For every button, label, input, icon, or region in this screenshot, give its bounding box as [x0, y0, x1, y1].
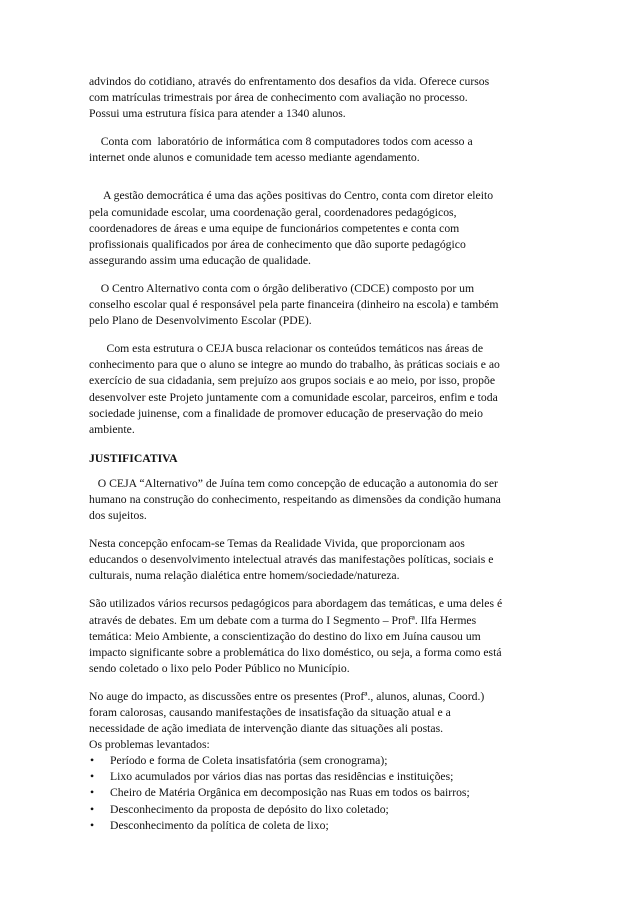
paragraph-impact-discussion: [89, 689, 550, 753]
text-line: temática: Meio Ambiente, a conscientização do destino do lixo em Juína causou um: [89, 629, 481, 643]
bullet-icon: •: [90, 786, 95, 800]
problems-list: [89, 753, 550, 833]
text-line: sociedade juinense, com a finalidade de promover educação de preservação do meio: [89, 406, 483, 420]
text-line: A gestão democrática é uma das ações positivas do Centro, conta com diretor eleito: [89, 189, 494, 203]
text-line: educandos o desenvolvimento intelectual através das manifestações políticas, sociais e: [89, 553, 494, 567]
bullet-icon: •: [90, 754, 95, 768]
text-line: coordenadores de áreas e uma equipe de funcionários competentes e conta com: [89, 221, 460, 235]
paragraph-ceja-structure: [89, 341, 550, 438]
paragraph-computer-lab: [89, 134, 550, 166]
text-line: através de debates. Em um debate com a turma do I Segmento – Profª. Ilfa Hermes: [89, 613, 477, 627]
text-line: Os problemas levantados:: [89, 738, 210, 752]
text-line: pelo Plano de Desenvolvimento Escolar (PDE).: [89, 314, 312, 328]
text-line: necessidade de ação imediata de intervenção diante das situações ali postas.: [89, 722, 444, 736]
text-line: Com esta estrutura o CEJA busca relacionar os conteúdos temáticos nas áreas de: [89, 342, 484, 356]
paragraph-democratic-management: [89, 188, 550, 268]
text-line: humano na construção do conhecimento, respeitando as dimensões da condição humana: [89, 492, 501, 506]
bullet-icon: •: [90, 802, 95, 816]
text-line: foram calorosas, causando manifestações de insatisfação da situação atual e a: [89, 706, 451, 719]
text-line: conselho escolar qual é responsável pela parte financeira (dinheiro na escola) e também: [89, 298, 499, 312]
text-line: dos sujeitos.: [89, 509, 147, 523]
list-item-text: Desconhecimento da política de coleta de lixo;: [110, 818, 329, 832]
paragraph-lived-reality-themes: [89, 536, 550, 584]
text-line: Conta com laboratório de informática com 8 computadores todos com acesso a: [89, 135, 473, 149]
text-line: assegurando assim uma educação de qualidade.: [89, 253, 311, 267]
text-line: com matrículas trimestrais por área de conhecimento com avaliação no processo.: [89, 91, 468, 105]
text-line: impacto significante sobre a problemática do lixo doméstico, ou seja, a forma como está: [89, 645, 502, 659]
text-line: sendo coletado o lixo pelo Poder Público no Município.: [89, 661, 350, 675]
text-line: O Centro Alternativo conta com o órgão deliberativo (CDCE) composto por um: [89, 281, 475, 295]
bullet-icon: •: [90, 818, 95, 832]
text-line: São utilizados vários recursos pedagógicos para abordagem das temáticas, e uma deles é: [89, 597, 503, 611]
paragraph-course-offering: [89, 74, 550, 122]
paragraph-cdce-council: [89, 281, 550, 329]
text-line: O CEJA “Alternativo” de Juína tem como concepção de educação a autonomia do ser: [89, 476, 498, 490]
list-item: [89, 785, 550, 801]
text-line: Possui uma estrutura física para atender a 1340 alunos.: [89, 107, 346, 121]
text-line: advindos do cotidiano, através do enfrentamento dos desafios da vida. Oferece cursos: [89, 75, 490, 88]
bullet-icon: •: [90, 770, 95, 784]
list-item: [89, 802, 550, 818]
paragraph-pedagogical-resources: [89, 596, 550, 676]
text-line: exercício de sua cidadania, sem prejuízo aos grupos sociais e ao meio, por isso, propõe: [89, 374, 496, 388]
list-item-text: Período e forma de Coleta insatisfatória (sem cronograma);: [110, 754, 388, 768]
text-line: desenvolver este Projeto juntamente com a comunidade escolar, parceiros, enfim e toda: [89, 390, 498, 404]
list-item-text: Desconhecimento da proposta de depósito do lixo coletado;: [110, 802, 389, 816]
text-line: culturais, numa relação dialética entre homem/sociedade/natureza.: [89, 569, 400, 583]
text-line: ambiente.: [89, 422, 135, 436]
list-item: [89, 753, 550, 769]
paragraph-ceja-conception: [89, 476, 550, 524]
text-line: conhecimento para que o aluno se integre ao mundo do trabalho, às práticas sociais e ao: [89, 358, 500, 372]
text-line: internet onde alunos e comunidade tem acesso mediante agendamento.: [89, 151, 420, 165]
list-item: [89, 818, 550, 834]
text-line: No auge do impacto, as discussões entre os presentes (Profª., alunos, alunas, Coord.): [89, 689, 485, 703]
list-item-text: Lixo acumulados por vários dias nas portas das residências e instituições;: [110, 770, 454, 784]
text-line: profissionais qualificados por área de conhecimento que dão suporte pedagógico: [89, 237, 466, 251]
text-line: pela comunidade escolar, uma coordenação geral, coordenadores pedagógicos,: [89, 205, 457, 219]
list-item-text: Cheiro de Matéria Orgânica em decomposição nas Ruas em todos os bairros;: [110, 786, 470, 800]
text-line: Nesta concepção enfocam-se Temas da Realidade Vivida, que proporcionam aos: [89, 537, 465, 551]
section-heading-justificativa: JUSTIFICATIVA: [89, 451, 178, 465]
list-item: [89, 769, 550, 785]
